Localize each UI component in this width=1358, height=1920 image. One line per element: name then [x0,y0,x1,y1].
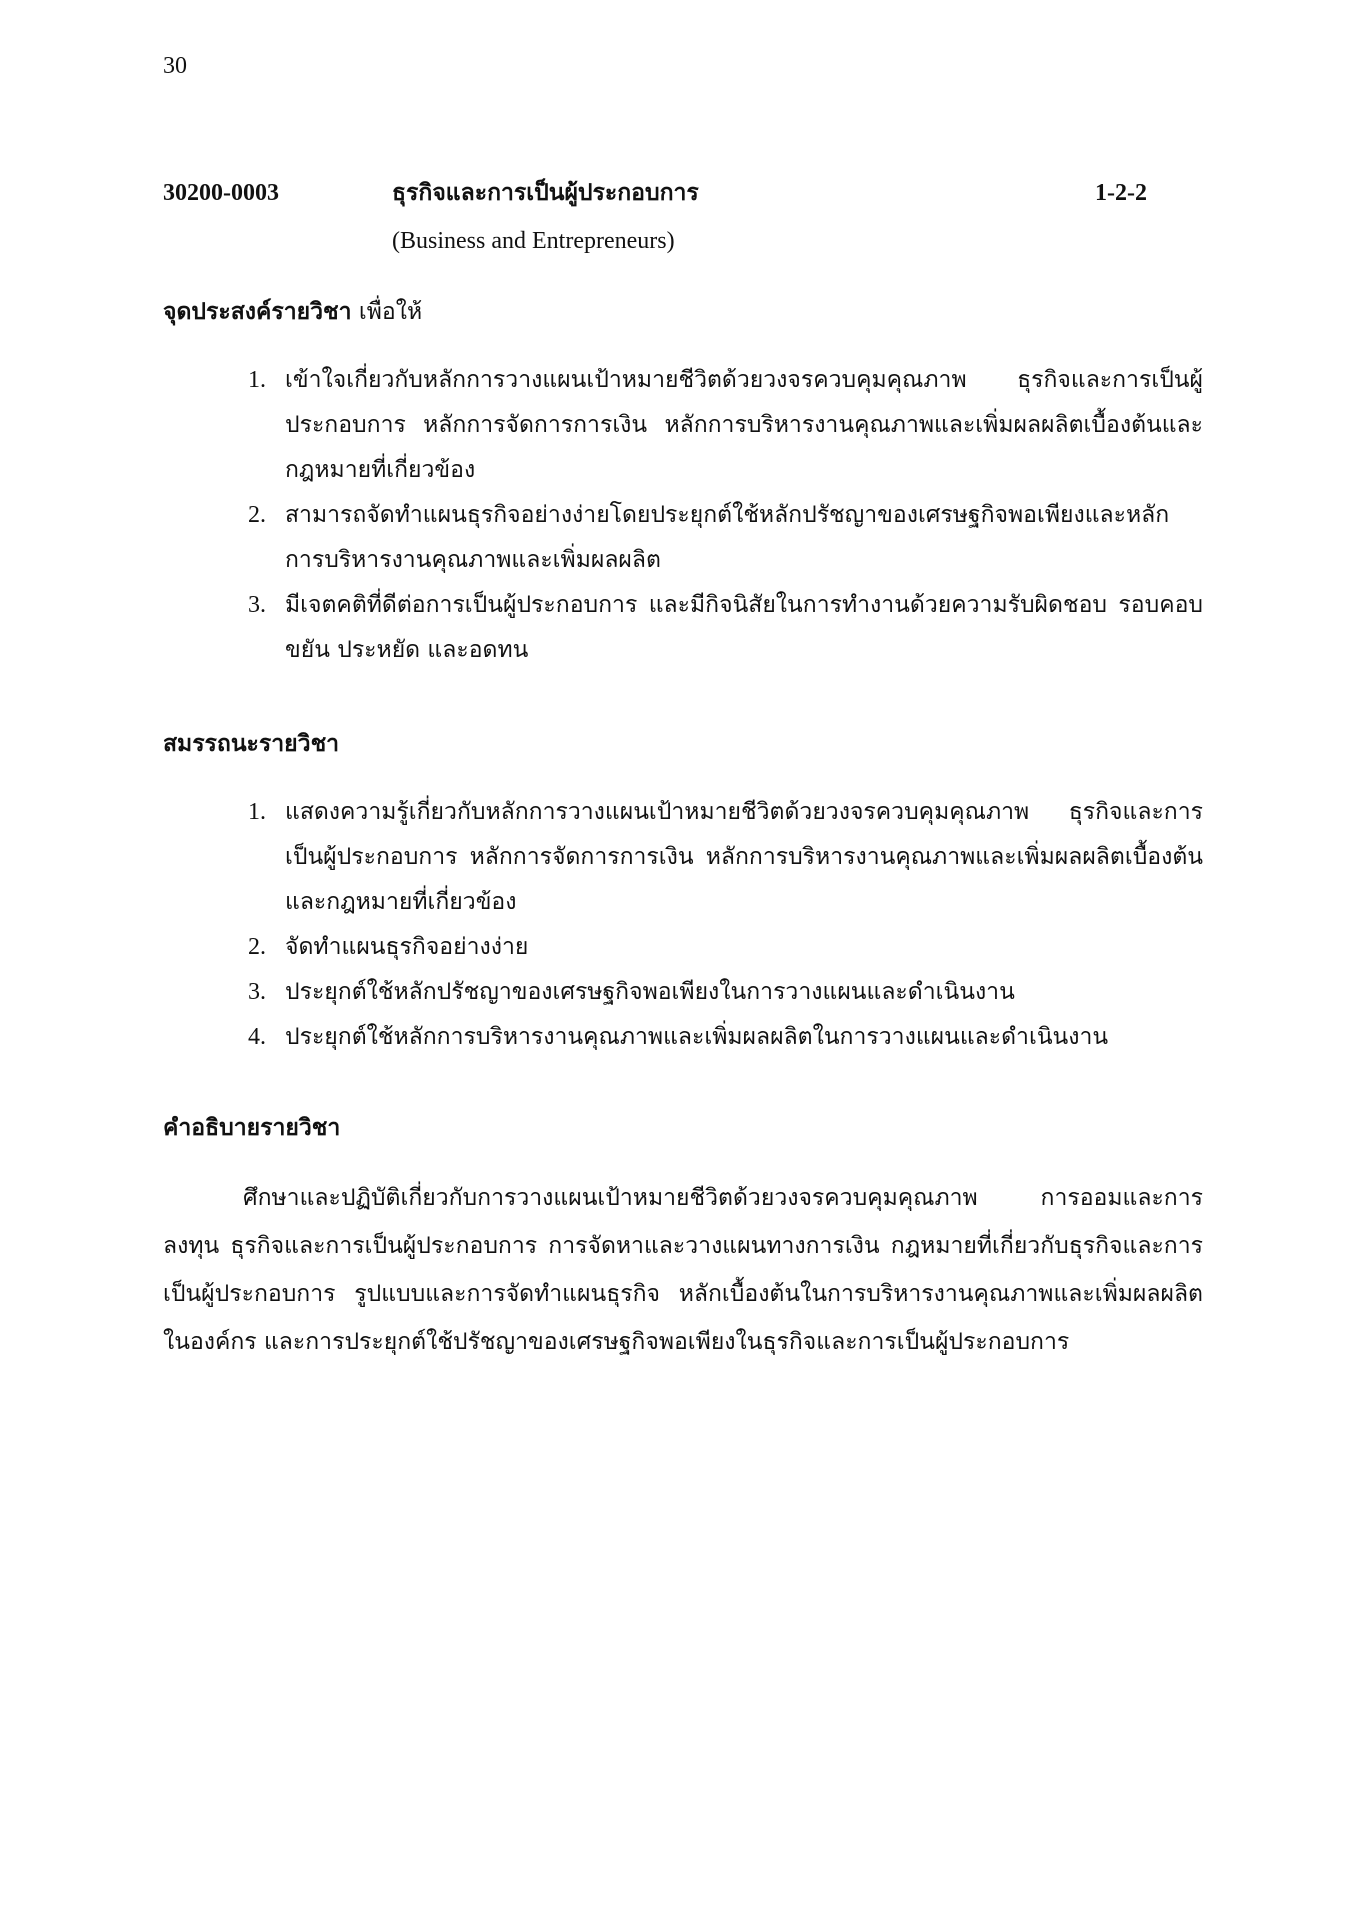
objectives-section [163,296,1203,673]
competencies-section [163,728,1203,1060]
competency-number: 1. [248,799,266,825]
description-paragraph: ศึกษาและปฏิบัติเกี่ยวกับการวางแผนเป้าหมายชีวิตด้วยวงจรควบคุมคุณภาพ การออมและการลงทุน ธุรกิจและการเป็นผู้ประกอบการ การจัดหาและวางแผนทางการเงิน กฎหมายที่เกี่ยวกับธุรกิจและการเป็นผู้ประกอบการ รูปแบบและการจัดทำแผนธุรกิจ หลักเบื้องต้นในการบริหารงานคุณภาพและเพิ่มผลผลิตในองค์กร และการประยุกต์ใช้ปรัชญาของเศรษฐกิจพอเพียงในธุรกิจและการเป็นผู้ประกอบการ [163,1185,1203,1355]
competency-number: 4. [248,1024,266,1050]
objectives-heading [163,296,1203,328]
course-credits: 1-2-2 [1095,180,1147,206]
description-heading [163,1112,1203,1144]
description-heading-label: คำอธิบายรายวิชา [163,1114,341,1141]
competency-text: ประยุกต์ใช้หลักปรัชญาของเศรษฐกิจพอเพียงในการวางแผนและดำเนินงาน [285,979,1015,1005]
competency-item [163,790,1203,925]
objective-text: มีเจตคติที่ดีต่อการเป็นผู้ประกอบการ และมีกิจนิสัยในการทำงานด้วยความรับผิดชอบ รอบคอบ ขยัน ประหยัด และอดทน [285,592,1203,663]
objective-item [163,583,1203,673]
objective-text: เข้าใจเกี่ยวกับหลักการวางแผนเป้าหมายชีวิตด้วยวงจรควบคุมคุณภาพ ธุรกิจและการเป็นผู้ประกอบการ หลักการจัดการการเงิน หลักการบริหารงานคุณภาพและเพิ่มผลผลิตเบื้องต้นและกฎหมายที่เกี่ยวข้อง [285,367,1203,483]
course-code: 30200-0003 [163,180,279,206]
competency-item [163,970,1203,1015]
course-header [163,178,1203,258]
competency-item [163,1015,1203,1060]
objectives-heading-suffix: เพื่อให้ [358,299,423,325]
description-section [163,1112,1203,1366]
competency-item [163,925,1203,970]
course-title-english: (Business and Entrepreneurs) [392,228,675,254]
competencies-heading-label: สมรรถนะรายวิชา [163,730,340,757]
competency-number: 2. [248,934,266,960]
competencies-heading [163,728,1203,760]
course-title-thai: ธุรกิจและการเป็นผู้ประกอบการ [392,179,699,206]
objective-item [163,358,1203,493]
objective-number: 3. [248,592,266,618]
objective-number: 2. [248,502,266,528]
objective-item [163,493,1203,583]
objective-text: สามารถจัดทำแผนธุรกิจอย่างง่ายโดยประยุกต์ใช้หลักปรัชญาของเศรษฐกิจพอเพียงและหลักการบริหารงานคุณภาพและเพิ่มผลผลิต [285,502,1170,573]
competency-text: แสดงความรู้เกี่ยวกับหลักการวางแผนเป้าหมายชีวิตด้วยวงจรควบคุมคุณภาพ ธุรกิจและการเป็นผู้ประกอบการ หลักการจัดการการเงิน หลักการบริหารงานคุณภาพและเพิ่มผลผลิตเบื้องต้นและกฎหมายที่เกี่ยวข้อง [285,799,1203,915]
competencies-list [163,790,1203,1060]
objectives-heading-label: จุดประสงค์รายวิชา [163,298,352,325]
competency-text: จัดทำแผนธุรกิจอย่างง่าย [285,934,529,960]
objectives-list [163,358,1203,673]
competency-number: 3. [248,979,266,1005]
competency-text: ประยุกต์ใช้หลักการบริหารงานคุณภาพและเพิ่มผลผลิตในการวางแผนและดำเนินงาน [285,1024,1109,1050]
objective-number: 1. [248,367,266,393]
page-number: 30 [163,53,187,79]
